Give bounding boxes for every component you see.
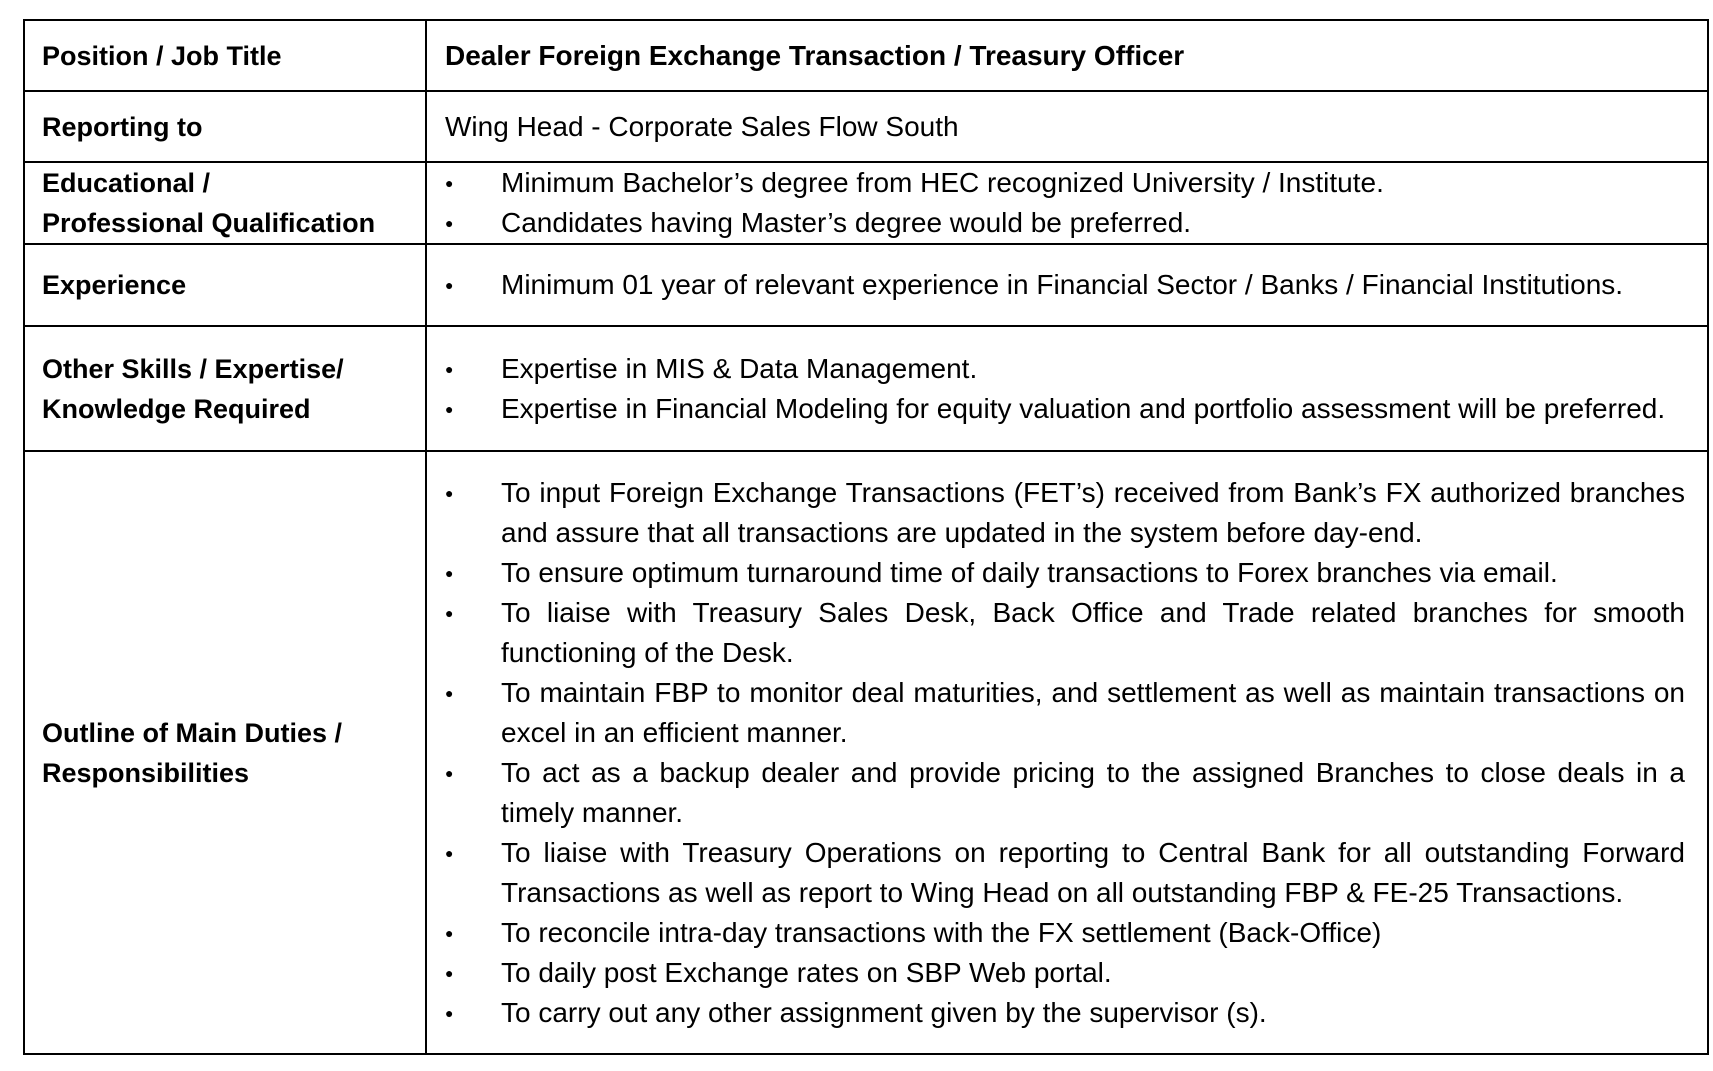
- list-item: ● To act as a backup dealer and provide pricing to the assigned Branches to close deals in a timely manner.: [427, 753, 1685, 833]
- skills-label: [25, 349, 425, 429]
- list-item: ● Minimum 01 year of relevant experience in Financial Sector / Banks / Financial Institutions.: [427, 265, 1685, 305]
- experience-label: Experience: [42, 270, 187, 300]
- position-value-cell: [426, 20, 1708, 91]
- position-label-cell: [24, 20, 426, 91]
- education-value-cell: [426, 162, 1708, 244]
- education-label: [25, 163, 425, 243]
- education-label-cell: [24, 162, 426, 244]
- list-item: ● To daily post Exchange rates on SBP Web portal.: [427, 953, 1685, 993]
- job-description-table: [23, 19, 1709, 1055]
- reporting-label-cell: [24, 91, 426, 162]
- list-item: ● To liaise with Treasury Sales Desk, Back Office and Trade related branches for smooth functioning of the Desk.: [427, 593, 1685, 673]
- skills-label-line2: Knowledge Required: [42, 393, 311, 424]
- list-item: ● To reconcile intra-day transactions with the FX settlement (Back-Office): [427, 913, 1685, 953]
- list-item: ● Candidates having Master’s degree would be preferred.: [427, 203, 1685, 243]
- duties-label-cell: [24, 451, 426, 1054]
- duties-list: [427, 473, 1707, 1033]
- list-item: ● To input Foreign Exchange Transactions (FET’s) received from Bank’s FX authorized branches and assure that all transactions are updated in the system before day-end.: [427, 473, 1685, 553]
- reporting-value-cell: [426, 91, 1708, 162]
- reporting-label: Reporting to: [42, 111, 203, 142]
- skills-list: [427, 349, 1707, 429]
- list-item: ● To maintain FBP to monitor deal maturities, and settlement as well as maintain transactions on excel in an efficient manner.: [427, 673, 1685, 753]
- duties-label-line1: Outline of Main Duties /: [42, 717, 343, 748]
- experience-row: [24, 244, 1708, 326]
- list-item: ● Expertise in Financial Modeling for equity valuation and portfolio assessment will be preferred.: [427, 389, 1685, 429]
- list-item: ● Minimum Bachelor’s degree from HEC recognized University / Institute.: [427, 163, 1685, 203]
- duties-value-cell: [426, 451, 1708, 1054]
- education-label-line1: Educational /: [42, 168, 211, 198]
- list-item: ● To carry out any other assignment given by the supervisor (s).: [427, 993, 1685, 1033]
- duties-row: [24, 451, 1708, 1054]
- list-item: ● To liaise with Treasury Operations on reporting to Central Bank for all outstanding Forward Transactions as well as report to Wing Head on all outstanding FBP & FE-25 Transactions.: [427, 833, 1685, 913]
- skills-label-line1: Other Skills / Expertise/: [42, 353, 344, 384]
- position-row: [24, 20, 1708, 91]
- duties-label-line2: Responsibilities: [42, 757, 250, 788]
- education-row: [24, 162, 1708, 244]
- skills-row: [24, 326, 1708, 451]
- reporting-value: Wing Head - Corporate Sales Flow South: [445, 110, 959, 142]
- duties-label: [25, 713, 425, 793]
- experience-value-cell: [426, 244, 1708, 326]
- list-item: ● Expertise in MIS & Data Management.: [427, 349, 1685, 389]
- skills-label-cell: [24, 326, 426, 451]
- list-item: ● To ensure optimum turnaround time of daily transactions to Forex branches via email.: [427, 553, 1685, 593]
- reporting-row: [24, 91, 1708, 162]
- education-list: [427, 163, 1707, 243]
- position-value: Dealer Foreign Exchange Transaction / Treasury Officer: [445, 39, 1185, 71]
- experience-label-cell: [24, 244, 426, 326]
- education-label-line2: Professional Qualification: [42, 208, 376, 238]
- position-label: Position / Job Title: [42, 40, 282, 71]
- experience-list: [427, 265, 1707, 305]
- skills-value-cell: [426, 326, 1708, 451]
